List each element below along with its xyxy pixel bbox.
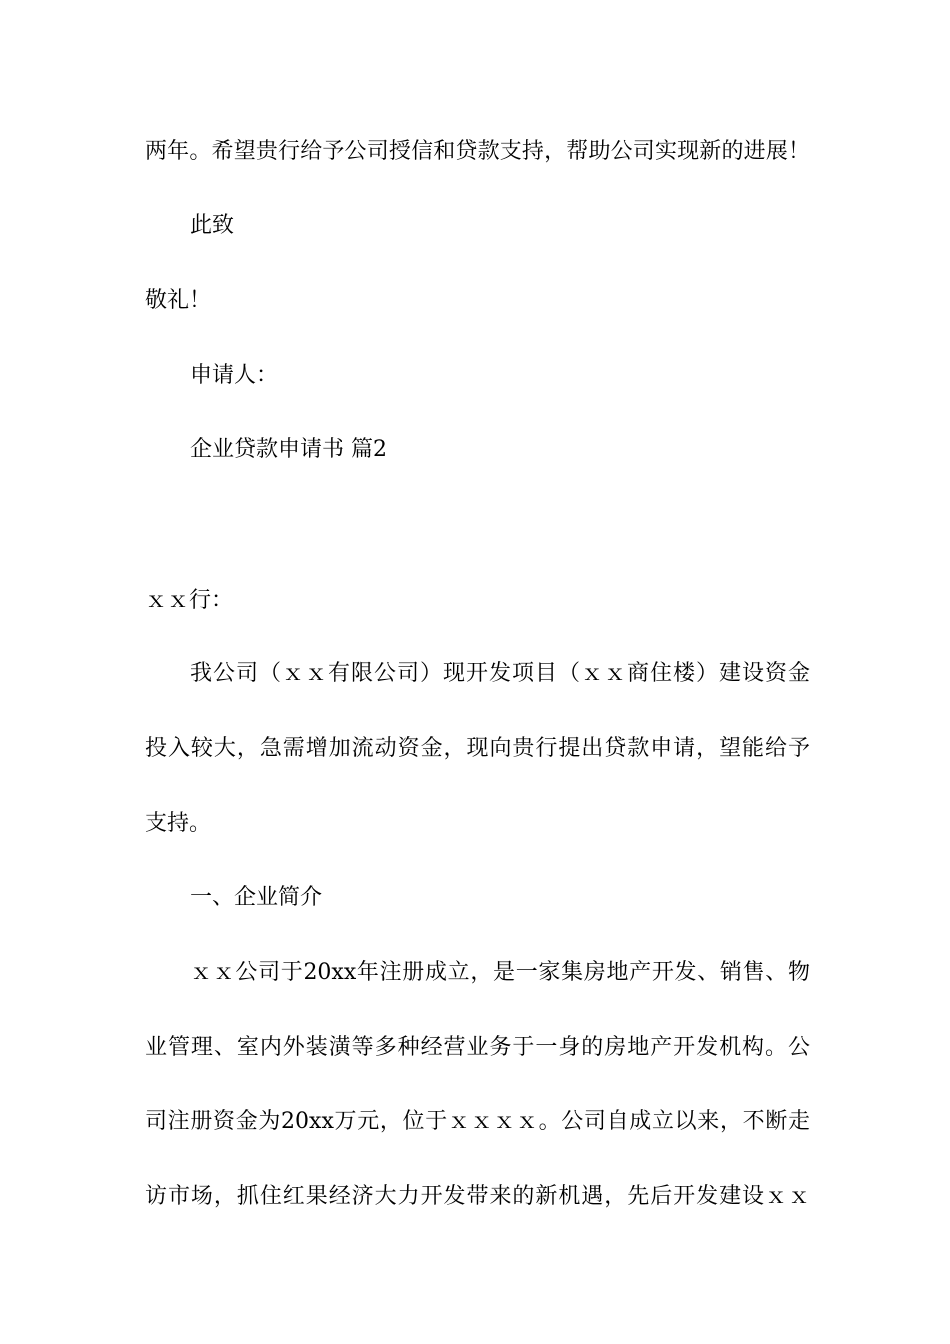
paragraph-line: 访市场，抓住红果经济大力开发带来的新机遇，先后开发建设ｘｘ	[145, 1184, 810, 1209]
paragraph-line: ｘｘ公司于20xx年注册成立，是一家集房地产开发、销售、物	[190, 960, 810, 985]
paragraph-line: 司注册资金为20xx万元，位于ｘｘｘｘ。公司自成立以来，不断走	[145, 1109, 810, 1134]
section-title: 企业贷款申请书 篇2	[190, 437, 387, 462]
applicant-label: 申请人：	[190, 363, 279, 388]
paragraph-line: 投入较大，急需增加流动资金，现向贵行提出贷款申请，望能给予	[145, 736, 810, 761]
paragraph-line: 业管理、室内外装潢等多种经营业务于一身的房地产开发机构。公	[145, 1035, 810, 1060]
section-heading: 一、企业简介	[190, 885, 323, 910]
paragraph-line: 我公司（ｘｘ有限公司）现开发项目（ｘｘ商住楼）建设资金	[190, 661, 810, 686]
paragraph-closing-line: 两年。希望贵行给予公司授信和贷款支持，帮助公司实现新的进展！	[145, 139, 810, 164]
salutation-jingli: 敬礼！	[145, 288, 212, 313]
addressee: ｘｘ行：	[145, 588, 234, 613]
paragraph-line: 支持。	[145, 811, 212, 836]
salutation-cizhi: 此致	[190, 213, 235, 238]
